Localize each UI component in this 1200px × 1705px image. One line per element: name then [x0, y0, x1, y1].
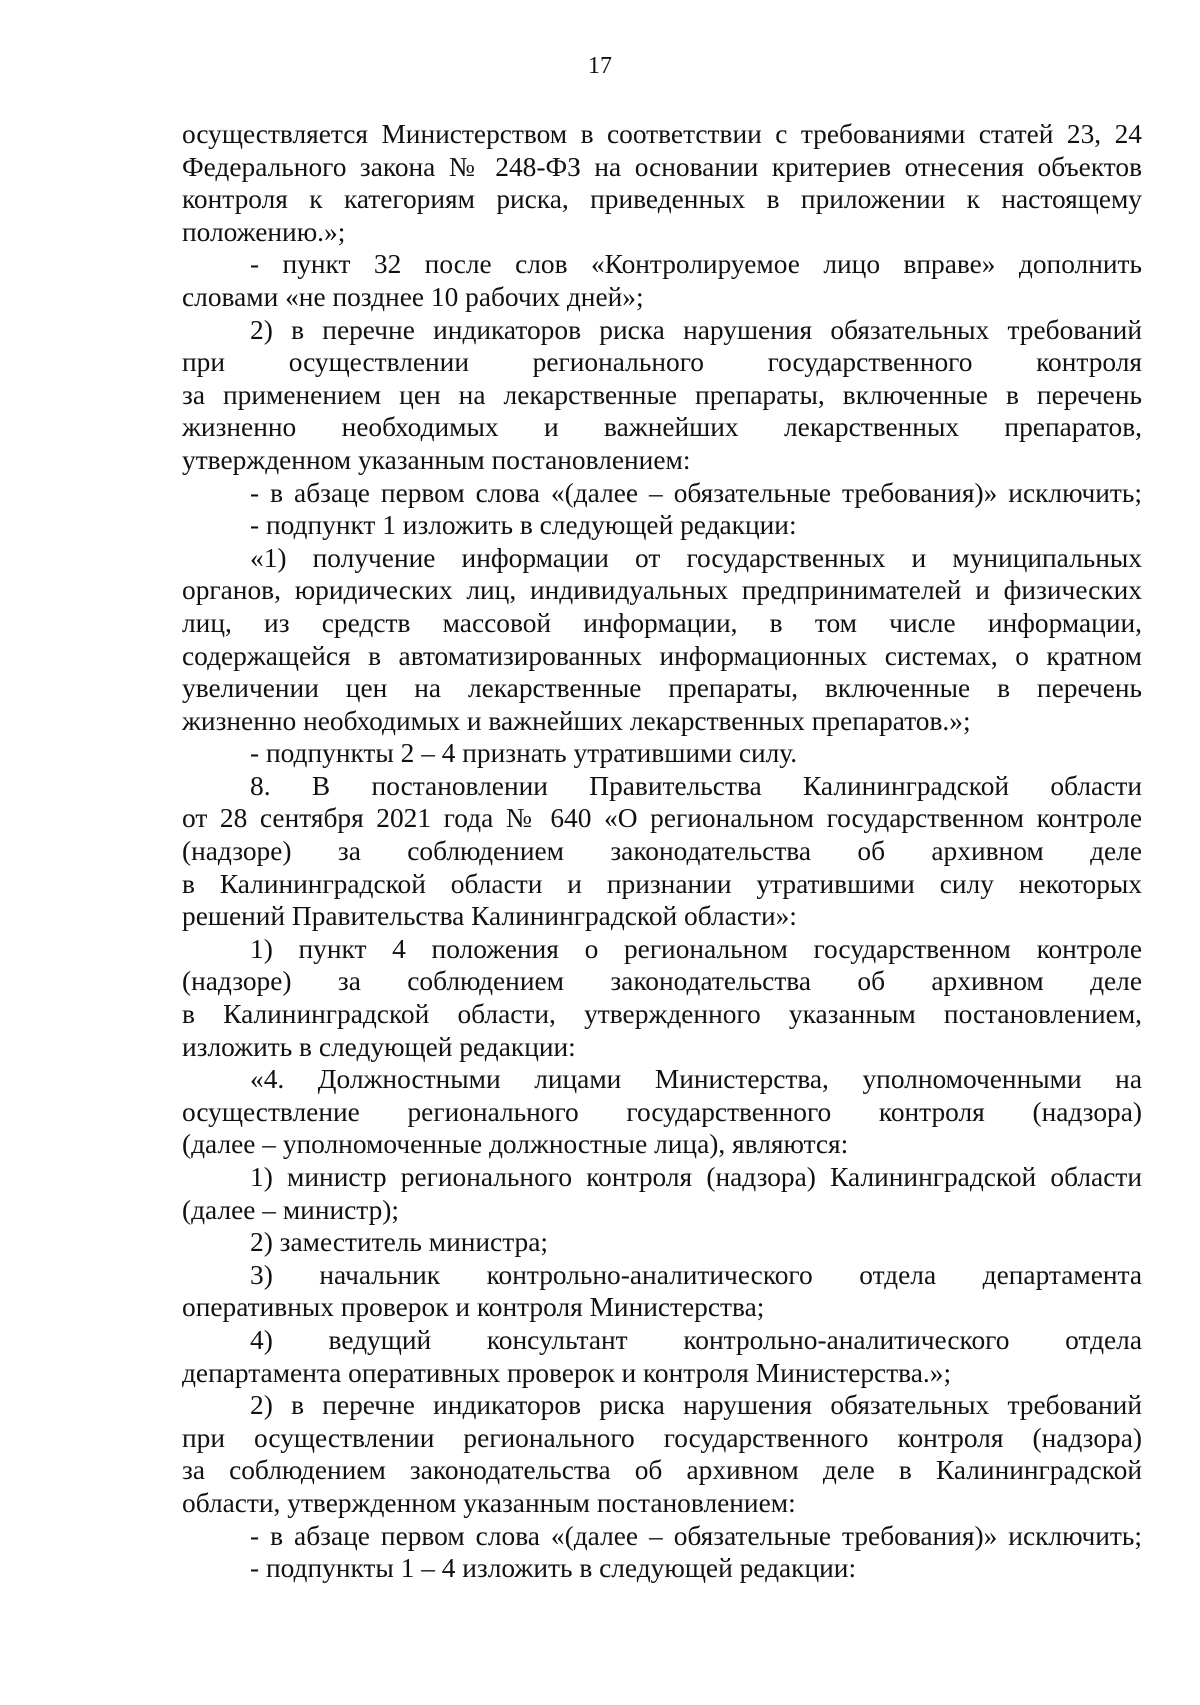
text-line: департамента оперативных проверок и контроля Министерства.»; — [182, 1357, 952, 1388]
text-line: за применением цен на лекарственные препараты, включенные в перечень — [182, 379, 1142, 410]
text-line: - подпункты 1 – 4 изложить в следующей редакции: — [250, 1553, 857, 1584]
text-line: положению.»; — [182, 216, 346, 247]
text-line: жизненно необходимых и важнейших лекарственных препаратов.»; — [182, 705, 971, 736]
text-line: - в абзаце первом слова «(далее – обязательные требования)» исключить; — [250, 1520, 1142, 1551]
text-line: при осуществлении регионального государственного контроля (надзора) — [182, 1422, 1142, 1453]
text-line: «1) получение информации от государственных и муниципальных — [250, 542, 1142, 573]
text-line: - пункт 32 после слов «Контролируемое лицо вправе» дополнить — [250, 249, 1142, 280]
text-line: 2) в перечне индикаторов риска нарушения обязательных требований — [250, 1390, 1142, 1421]
text-line: при осуществлении регионального государственного контроля — [182, 347, 1142, 378]
text-line: Федерального закона № 248-ФЗ на основании критериев отнесения объектов — [182, 151, 1142, 182]
text-line: утвержденном указанным постановлением: — [182, 444, 691, 475]
text-line: изложить в следующей редакции: — [182, 1031, 576, 1062]
text-line: (далее – министр); — [182, 1194, 400, 1225]
text-line: увеличении цен на лекарственные препараты, включенные в перечень — [182, 673, 1142, 704]
text-line: в Калининградской области, утвержденного указанным постановлением, — [182, 999, 1142, 1030]
text-line: 4) ведущий консультант контрольно-аналитического отдела — [250, 1324, 1142, 1355]
text-line: «4. Должностными лицами Министерства, уполномоченными на — [250, 1064, 1142, 1095]
text-line: решений Правительства Калининградской области»: — [182, 901, 797, 932]
text-line: жизненно необходимых и важнейших лекарственных препаратов, — [182, 412, 1142, 443]
text-line: (надзоре) за соблюдением законодательства об архивном деле — [182, 836, 1142, 867]
text-line: (надзоре) за соблюдением законодательства об архивном деле — [182, 966, 1142, 997]
text-line: - в абзаце первом слова «(далее – обязательные требования)» исключить; — [250, 477, 1142, 508]
page-number: 17 — [588, 53, 612, 79]
text-line: области, утвержденном указанным постановлением: — [182, 1487, 796, 1518]
text-line: 3) начальник контрольно-аналитического отдела департамента — [250, 1259, 1142, 1290]
document-body — [182, 118, 1142, 1585]
text-line: 1) министр регионального контроля (надзора) Калининградской области — [250, 1162, 1142, 1192]
text-line: осуществление регионального государственного контроля (надзора) — [182, 1096, 1142, 1127]
text-line: словами «не позднее 10 рабочих дней»; — [182, 281, 644, 312]
text-line: - подпункты 2 – 4 признать утратившими силу. — [250, 738, 798, 769]
text-line: контроля к категориям риска, приведенных в приложении к настоящему — [182, 184, 1142, 215]
text-line: осуществляется Министерством в соответствии с требованиями статей 23, 24 — [182, 119, 1142, 149]
text-line: в Калининградской области и признании утратившими силу некоторых — [182, 868, 1142, 899]
text-line: лиц, из средств массовой информации, в том числе информации, — [182, 607, 1142, 638]
text-line: содержащейся в автоматизированных информационных системах, о кратном — [182, 640, 1142, 671]
text-line: 1) пункт 4 положения о региональном государственном контроле — [250, 933, 1142, 964]
text-line: от 28 сентября 2021 года № 640 «О региональном государственном контроле — [182, 803, 1142, 834]
text-line: органов, юридических лиц, индивидуальных предпринимателей и физических — [182, 575, 1142, 606]
text-line: за соблюдением законодательства об архивном деле в Калининградской — [182, 1455, 1142, 1486]
text-line: оперативных проверок и контроля Министерства; — [182, 1292, 765, 1323]
text-line: 2) заместитель министра; — [250, 1227, 548, 1258]
text-line: 8. В постановлении Правительства Калининградской области — [250, 770, 1142, 801]
text-line: - подпункт 1 изложить в следующей редакции: — [250, 510, 797, 541]
text-line: (далее – уполномоченные должностные лица), являются: — [182, 1129, 849, 1160]
text-line: 2) в перечне индикаторов риска нарушения обязательных требований — [250, 314, 1142, 345]
